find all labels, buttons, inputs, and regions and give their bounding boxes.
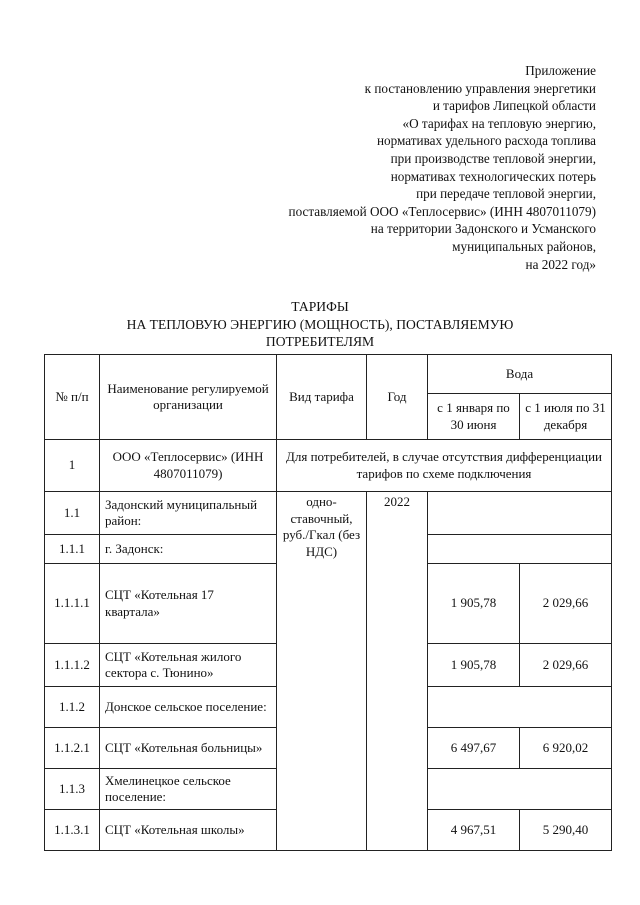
row-name: СЦТ «Котельная больницы» <box>100 728 277 769</box>
appendix-line: Приложение <box>525 63 596 78</box>
row-number: 1.1.1 <box>45 535 100 564</box>
appendix-line: при передаче тепловой энергии, <box>416 186 596 202</box>
appendix-line: на 2022 год» <box>525 256 596 272</box>
header-organization: Наименование регулируемой организации <box>100 355 277 440</box>
appendix-line: «О тарифах на тепловую энергию, <box>402 115 596 131</box>
appendix-line: нормативах технологических потерь <box>390 168 596 184</box>
appendix-line: к постановлению управления энергетики <box>364 80 596 96</box>
header-tariff-type: Вид тарифа <box>277 355 367 440</box>
row-number: 1.1.3.1 <box>45 810 100 851</box>
title-line: ПОТРЕБИТЕЛЯМ <box>265 334 375 349</box>
row-name: СЦТ «Котельная школы» <box>100 810 277 851</box>
row-number: 1.1.2 <box>45 687 100 728</box>
row-name: г. Задонск: <box>100 535 277 564</box>
row-number: 1.1.2.1 <box>45 728 100 769</box>
appendix-line: нормативах удельного расхода топлива <box>376 133 596 149</box>
row-name: СЦТ «Котельная жилого сектора с. Тюнино» <box>100 644 277 687</box>
header-water: Вода <box>428 355 612 394</box>
year-cell: 2022 <box>367 492 428 851</box>
appendix-line: и тарифов Липецкой области <box>432 98 596 114</box>
row-number: 1.1 <box>45 492 100 535</box>
title-line: ТАРИФЫ <box>291 299 349 314</box>
row-value-period-1: 6 497,67 <box>428 728 520 769</box>
row-note: Для потребителей, в случае отсутствия дифференциации тарифов по схеме подключения <box>277 440 612 492</box>
title-line: НА ТЕПЛОВУЮ ЭНЕРГИЮ (МОЩНОСТЬ), ПОСТАВЛЯЕМУЮ <box>126 316 514 332</box>
row-name: Донское сельское поселение: <box>100 687 277 728</box>
row-value-period-1: 4 967,51 <box>428 810 520 851</box>
table-row <box>45 492 612 535</box>
row-number: 1.1.1.1 <box>45 564 100 644</box>
row-name: Задонский муниципальный район: <box>100 492 277 535</box>
tariff-type-cell: одно-ставочный, руб./Гкал (без НДС) <box>277 492 367 851</box>
row-number: 1.1.1.2 <box>45 644 100 687</box>
appendix-line: муниципальных районов, <box>452 238 596 254</box>
row-number: 1.1.3 <box>45 769 100 810</box>
row-value-period-1: 1 905,78 <box>428 644 520 687</box>
row-name: СЦТ «Котельная 17 квартала» <box>100 564 277 644</box>
table-row <box>45 440 612 492</box>
row-value-period-2: 6 920,02 <box>520 728 612 769</box>
appendix-line: поставляемой ООО «Теплосервис» (ИНН 4807011079) <box>288 203 596 219</box>
row-value-period-2: 2 029,66 <box>520 644 612 687</box>
row-values-empty <box>428 535 612 564</box>
row-value-period-2: 5 290,40 <box>520 810 612 851</box>
row-values-empty <box>428 687 612 728</box>
appendix-header <box>176 62 596 273</box>
row-value-period-1: 1 905,78 <box>428 564 520 644</box>
header-number: № п/п <box>45 355 100 440</box>
appendix-line: на территории Задонского и Усманского <box>370 221 596 237</box>
appendix-line: при производстве тепловой энергии, <box>390 150 596 166</box>
row-values-empty <box>428 769 612 810</box>
tariff-table <box>44 354 612 851</box>
row-name: Хмелинецкое сельское поселение: <box>100 769 277 810</box>
header-period-2: с 1 июля по 31 декабря <box>520 394 612 440</box>
document-title <box>0 298 640 351</box>
row-values-empty <box>428 492 612 535</box>
row-value-period-2: 2 029,66 <box>520 564 612 644</box>
row-number: 1 <box>45 440 100 492</box>
header-period-1: с 1 января по 30 июня <box>428 394 520 440</box>
row-organization-name: ООО «Теплосервис» (ИНН 4807011079) <box>100 440 277 492</box>
header-year: Год <box>367 355 428 440</box>
